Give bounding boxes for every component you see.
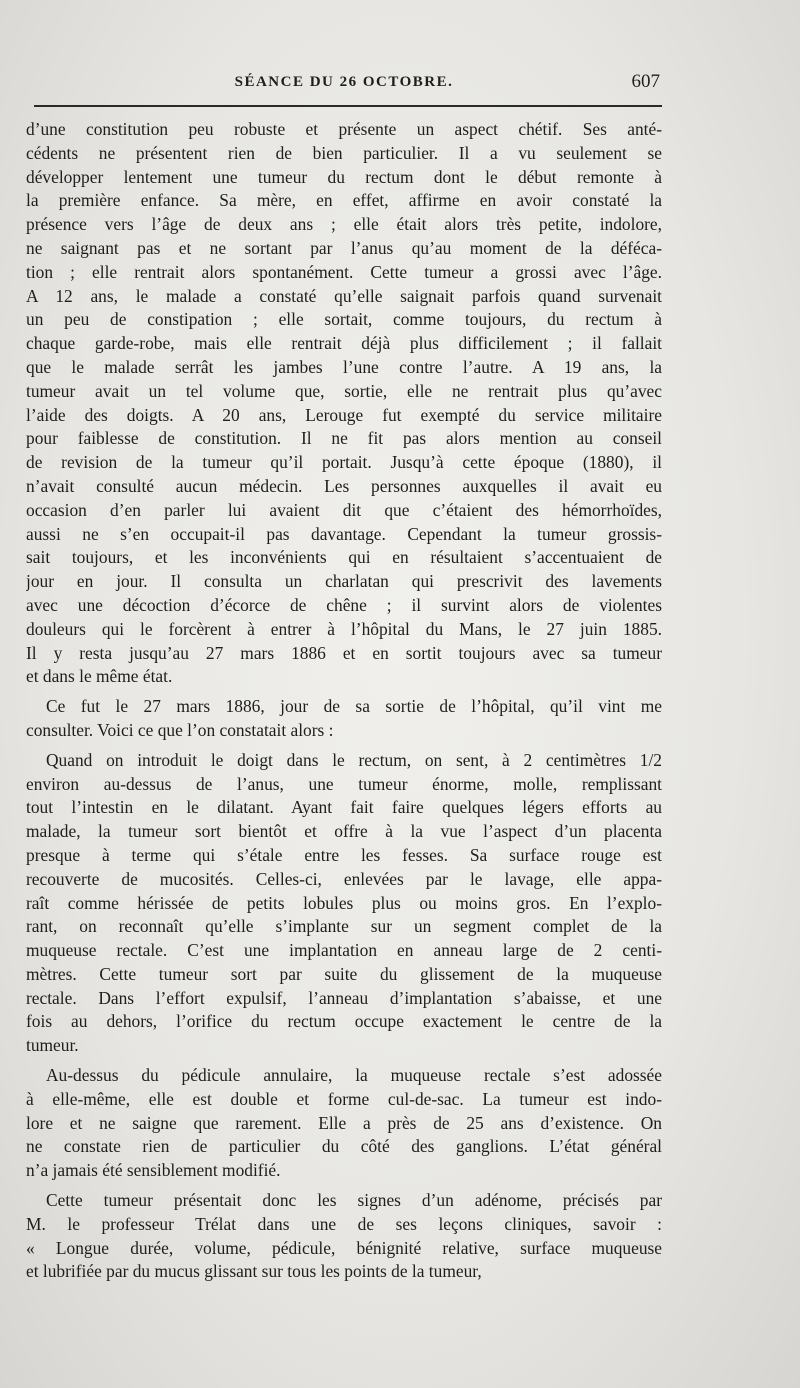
text-line: Il y resta jusqu’au 27 mars 1886 et en sortit toujours avec sa tumeur (26, 642, 662, 663)
text-line: ne constate rien de particulier du côté des ganglions. L’état général (26, 1136, 662, 1157)
text-line: A 12 ans, le malade a constaté qu’elle saignait parfois quand survenait (26, 285, 662, 306)
text-line: à elle-même, elle est double et forme cul-de-sac. La tumeur est indo- (26, 1088, 662, 1109)
text-line: n’a jamais été sensiblement modifié. (26, 1160, 281, 1181)
text-line: aussi ne s’en occupait-il pas davantage. Cependant la tumeur grossis- (26, 523, 662, 544)
text-line: développer lentement une tumeur du rectum dont le début remonte à (26, 166, 662, 187)
running-title: SÉANCE DU 26 OCTOBRE. (234, 74, 454, 90)
paragraph (26, 1064, 662, 1183)
text-line: tumeur avait un tel volume que, sortie, elle ne rentrait plus qu’avec (26, 380, 662, 401)
text-line: occasion d’en parler lui avaient dit que c’étaient des hémorrhoïdes, (26, 499, 662, 520)
text-line: muqueuse rectale. C’est une implantation en anneau large de 2 centi- (26, 940, 662, 961)
text-line: presque à terme qui s’étale entre les fesses. Sa surface rouge est (26, 844, 662, 865)
text-line: Quand on introduit le doigt dans le rectum, on sent, à 2 centimètres 1/2 (46, 749, 662, 770)
text-line: n’avait consulté aucun médecin. Les personnes auxquelles il avait eu (26, 475, 662, 496)
text-line: M. le professeur Trélat dans une de ses leçons cliniques, savoir : (26, 1213, 662, 1234)
text-line: présence vers l’âge de deux ans ; elle était alors très petite, indolore, (26, 214, 662, 235)
text-line: fois au dehors, l’orifice du rectum occupe exactement le centre de la (26, 1011, 662, 1032)
text-line: mètres. Cette tumeur sort par suite du glissement de la muqueuse (26, 963, 662, 984)
header-rule (34, 105, 662, 107)
text-line: que le malade serrât les jambes l’une contre l’autre. A 19 ans, la (26, 356, 662, 377)
text-line: de revision de la tumeur qu’il portait. Jusqu’à cette époque (1880), il (26, 452, 662, 473)
text-line: sait toujours, et les inconvénients qui en résultaient s’accentuaient de (26, 547, 662, 568)
text-line: jour en jour. Il consulta un charlatan qui prescrivit des lavements (26, 571, 662, 592)
text-line: Ce fut le 27 mars 1886, jour de sa sortie de l’hôpital, qu’il vint me (46, 696, 662, 717)
text-line: recouverte de mucosités. Celles-ci, enlevées par le lavage, elle appa- (26, 868, 662, 889)
paragraph (26, 695, 662, 743)
text-line: et dans le même état. (26, 666, 173, 687)
text-line: avec une décoction d’écorce de chêne ; il survint alors de violentes (26, 594, 662, 615)
text-line: consulter. Voici ce que l’on constatait alors : (26, 719, 334, 740)
text-line: tout l’intestin en le dilatant. Ayant fait faire quelques légers efforts au (26, 797, 662, 818)
text-line: un peu de constipation ; elle sortait, comme toujours, du rectum à (26, 309, 662, 330)
text-line: et lubrifiée par du mucus glissant sur tous les points de la tumeur, (26, 1261, 482, 1282)
text-line: raît comme hérissée de petits lobules plus ou moins gros. En l’explo- (26, 892, 662, 913)
text-line: l’aide des doigts. A 20 ans, Lerouge fut exempté du service militaire (26, 404, 662, 425)
text-line: cédents ne présentent rien de bien particulier. Il a vu seulement se (26, 142, 662, 163)
text-line: lore et ne saigne que rarement. Elle a près de 25 ans d’existence. On (26, 1112, 662, 1133)
text-line: Cette tumeur présentait donc les signes d’un adénome, précisés par (46, 1190, 662, 1211)
paragraph (26, 1189, 662, 1284)
text-line: rant, on reconnaît qu’elle s’implante sur un segment complet de la (26, 916, 662, 937)
text-line: « Longue durée, volume, pédicule, bénignité relative, surface muqueuse (26, 1237, 662, 1258)
text-line: Au-dessus du pédicule annulaire, la muqueuse rectale s’est adossée (46, 1065, 662, 1086)
text-line: environ au-dessus de l’anus, une tumeur énorme, molle, remplissant (26, 773, 662, 794)
page-header (28, 71, 660, 102)
paragraph (26, 749, 662, 1058)
text-line: ne saignant pas et ne sortant par l’anus qu’au moment de la déféca- (26, 237, 662, 258)
text-line: malade, la tumeur sort bientôt et offre à la vue l’aspect d’un placenta (26, 821, 662, 842)
body-text (26, 118, 662, 1284)
page-number: 607 (631, 71, 660, 92)
text-line: la première enfance. Sa mère, en effet, affirme en avoir constaté la (26, 190, 662, 211)
paragraph (26, 118, 662, 689)
text-line: tion ; elle rentrait alors spontanément. Cette tumeur a grossi avec l’âge. (26, 261, 662, 282)
text-line: tumeur. (26, 1035, 79, 1056)
text-line: chaque garde-robe, mais elle rentrait déjà plus difficilement ; il fallait (26, 333, 662, 354)
text-line: rectale. Dans l’effort expulsif, l’anneau d’implantation s’abaisse, et une (26, 987, 662, 1008)
text-line: pour faiblesse de constitution. Il ne fit pas alors mention au conseil (26, 428, 662, 449)
text-line: d’une constitution peu robuste et présente un aspect chétif. Ses anté- (26, 119, 662, 139)
text-line: douleurs qui le forcèrent à entrer à l’hôpital du Mans, le 27 juin 1885. (26, 618, 662, 639)
